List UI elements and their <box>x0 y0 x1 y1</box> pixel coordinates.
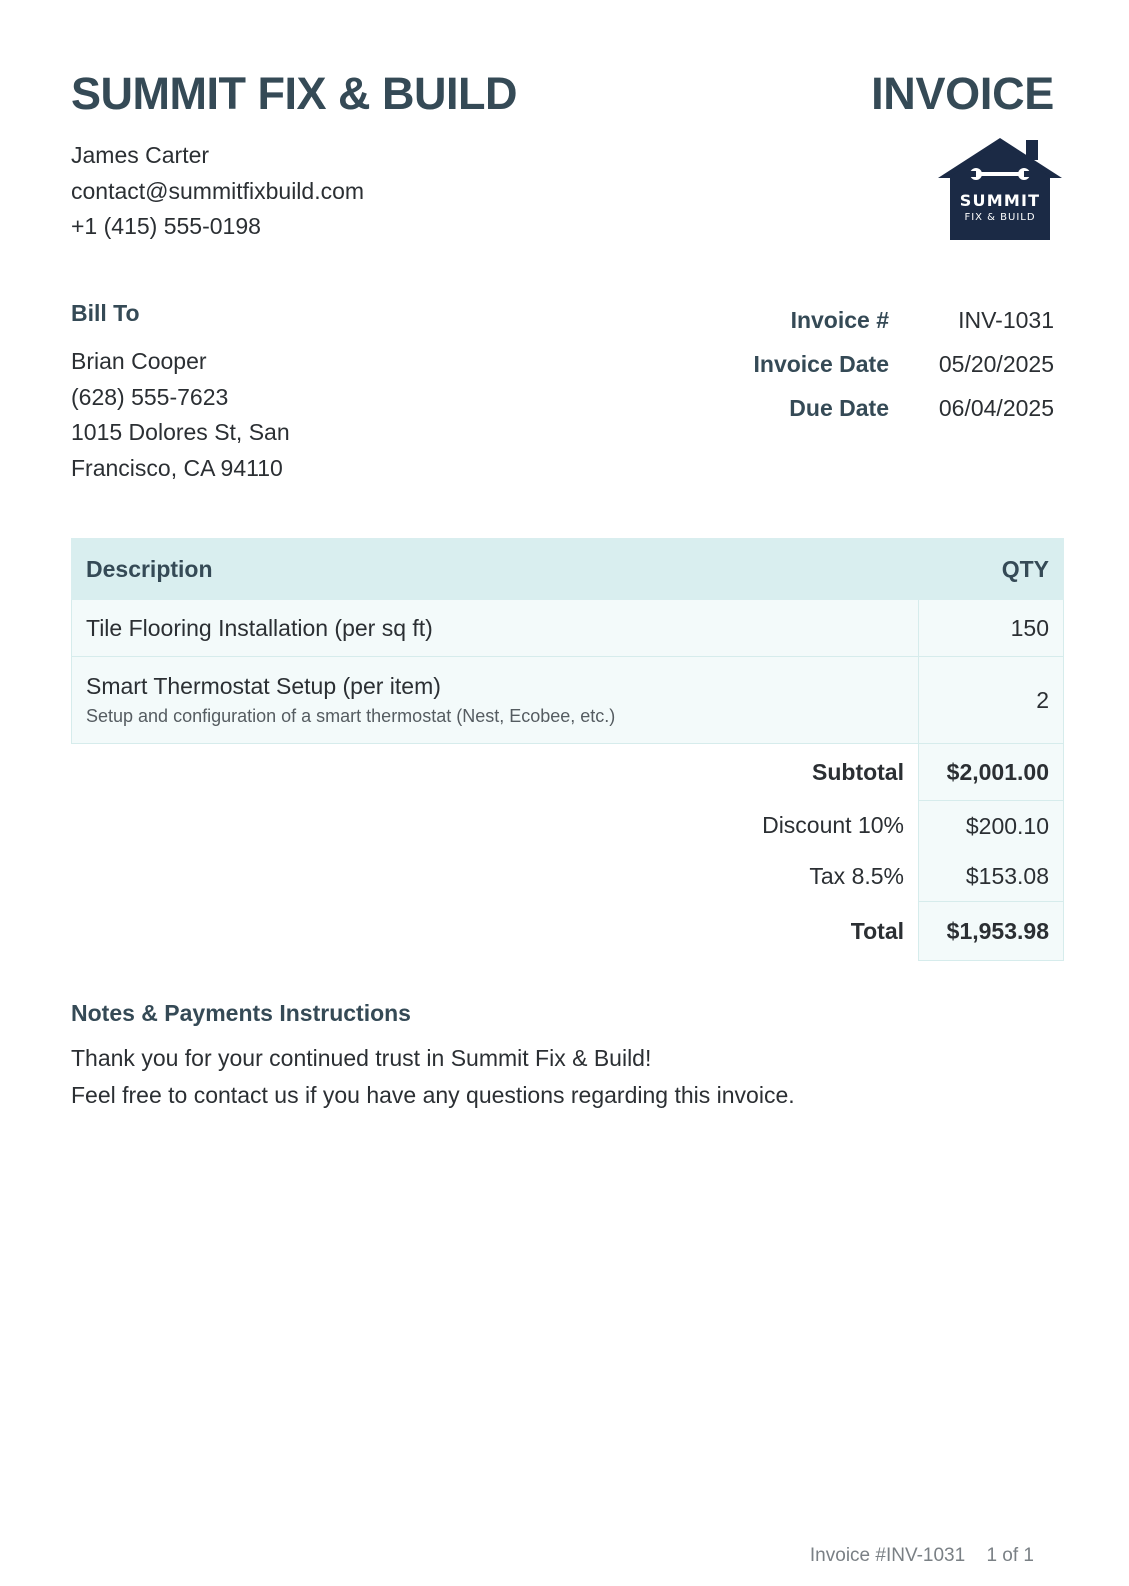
tax-value: $153.08 <box>919 851 1064 902</box>
item-title: Smart Thermostat Setup (per item) <box>86 673 441 699</box>
bill-to-heading: Bill To <box>71 300 140 326</box>
company-contact <box>71 138 364 245</box>
totals-table <box>71 744 1064 961</box>
tax-row <box>71 851 1064 902</box>
footer-page-number: 1 of 1 <box>986 1545 1034 1566</box>
logo-text-main: SUMMIT <box>959 191 1041 210</box>
discount-value: $200.10 <box>919 801 1064 852</box>
contact-phone: +1 (415) 555-0198 <box>71 213 261 239</box>
contact-email: contact@summitfixbuild.com <box>71 177 365 204</box>
discount-label: Discount 10% <box>762 812 904 839</box>
meta-value: 05/20/2025 <box>938 350 1054 377</box>
notes-heading: Notes & Payments Instructions <box>71 1000 411 1026</box>
invoice-meta <box>689 298 1054 430</box>
document-title: INVOICE <box>871 68 1054 119</box>
total-value: $1,953.98 <box>919 902 1064 961</box>
logo-text-sub: FIX & BUILD <box>964 212 1036 223</box>
total-row <box>71 902 1064 961</box>
table-header-row <box>72 539 1064 600</box>
footer-invoice-ref: Invoice #INV-1031 <box>809 1545 966 1566</box>
client-phone: (628) 555-7623 <box>71 383 229 410</box>
notes-body <box>71 1040 795 1114</box>
meta-due-date <box>689 386 1054 430</box>
client-name: Brian Cooper <box>71 348 207 374</box>
discount-row <box>71 801 1064 852</box>
notes-line: Thank you for your continued trust in Summit Fix & Build! <box>71 1045 652 1071</box>
meta-invoice-date <box>689 342 1054 386</box>
company-logo <box>938 136 1062 242</box>
table-row <box>72 657 1064 744</box>
company-name: SUMMIT FIX & BUILD <box>71 68 517 119</box>
subtotal-row <box>71 744 1064 801</box>
item-title-cell <box>72 600 919 657</box>
meta-label: Invoice Date <box>753 350 889 377</box>
line-items-table <box>71 538 1064 744</box>
qty-column-header: QTY <box>919 539 1064 600</box>
table-row <box>72 600 1064 657</box>
meta-invoice-number <box>689 298 1054 342</box>
notes-line: Feel free to contact us if you have any questions regarding this invoice. <box>71 1082 795 1108</box>
bill-to-details <box>71 344 331 486</box>
meta-value: INV-1031 <box>958 306 1054 333</box>
item-qty: 150 <box>919 600 1064 657</box>
tax-label: Tax 8.5% <box>809 862 904 889</box>
meta-label: Invoice # <box>790 306 889 333</box>
meta-label: Due Date <box>789 394 889 421</box>
client-address-line1: 1015 Dolores St, San <box>71 419 290 445</box>
logo-chimney-shape <box>1026 140 1038 160</box>
contact-name: James Carter <box>71 142 210 168</box>
meta-value: 06/04/2025 <box>938 394 1054 421</box>
subtotal-value: $2,001.00 <box>919 744 1064 801</box>
item-description: Setup and configuration of a smart thermostat (Nest, Ecobee, etc.) <box>86 706 616 726</box>
page-footer <box>810 1545 1034 1567</box>
subtotal-label: Subtotal <box>812 758 904 785</box>
item-title: Tile Flooring Installation (per sq ft) <box>86 614 433 641</box>
item-title-cell <box>72 657 919 744</box>
item-qty: 2 <box>919 657 1064 744</box>
total-label: Total <box>850 917 904 944</box>
client-address-line2: Francisco, CA 94110 <box>71 454 283 481</box>
description-column-header: Description <box>72 539 919 600</box>
